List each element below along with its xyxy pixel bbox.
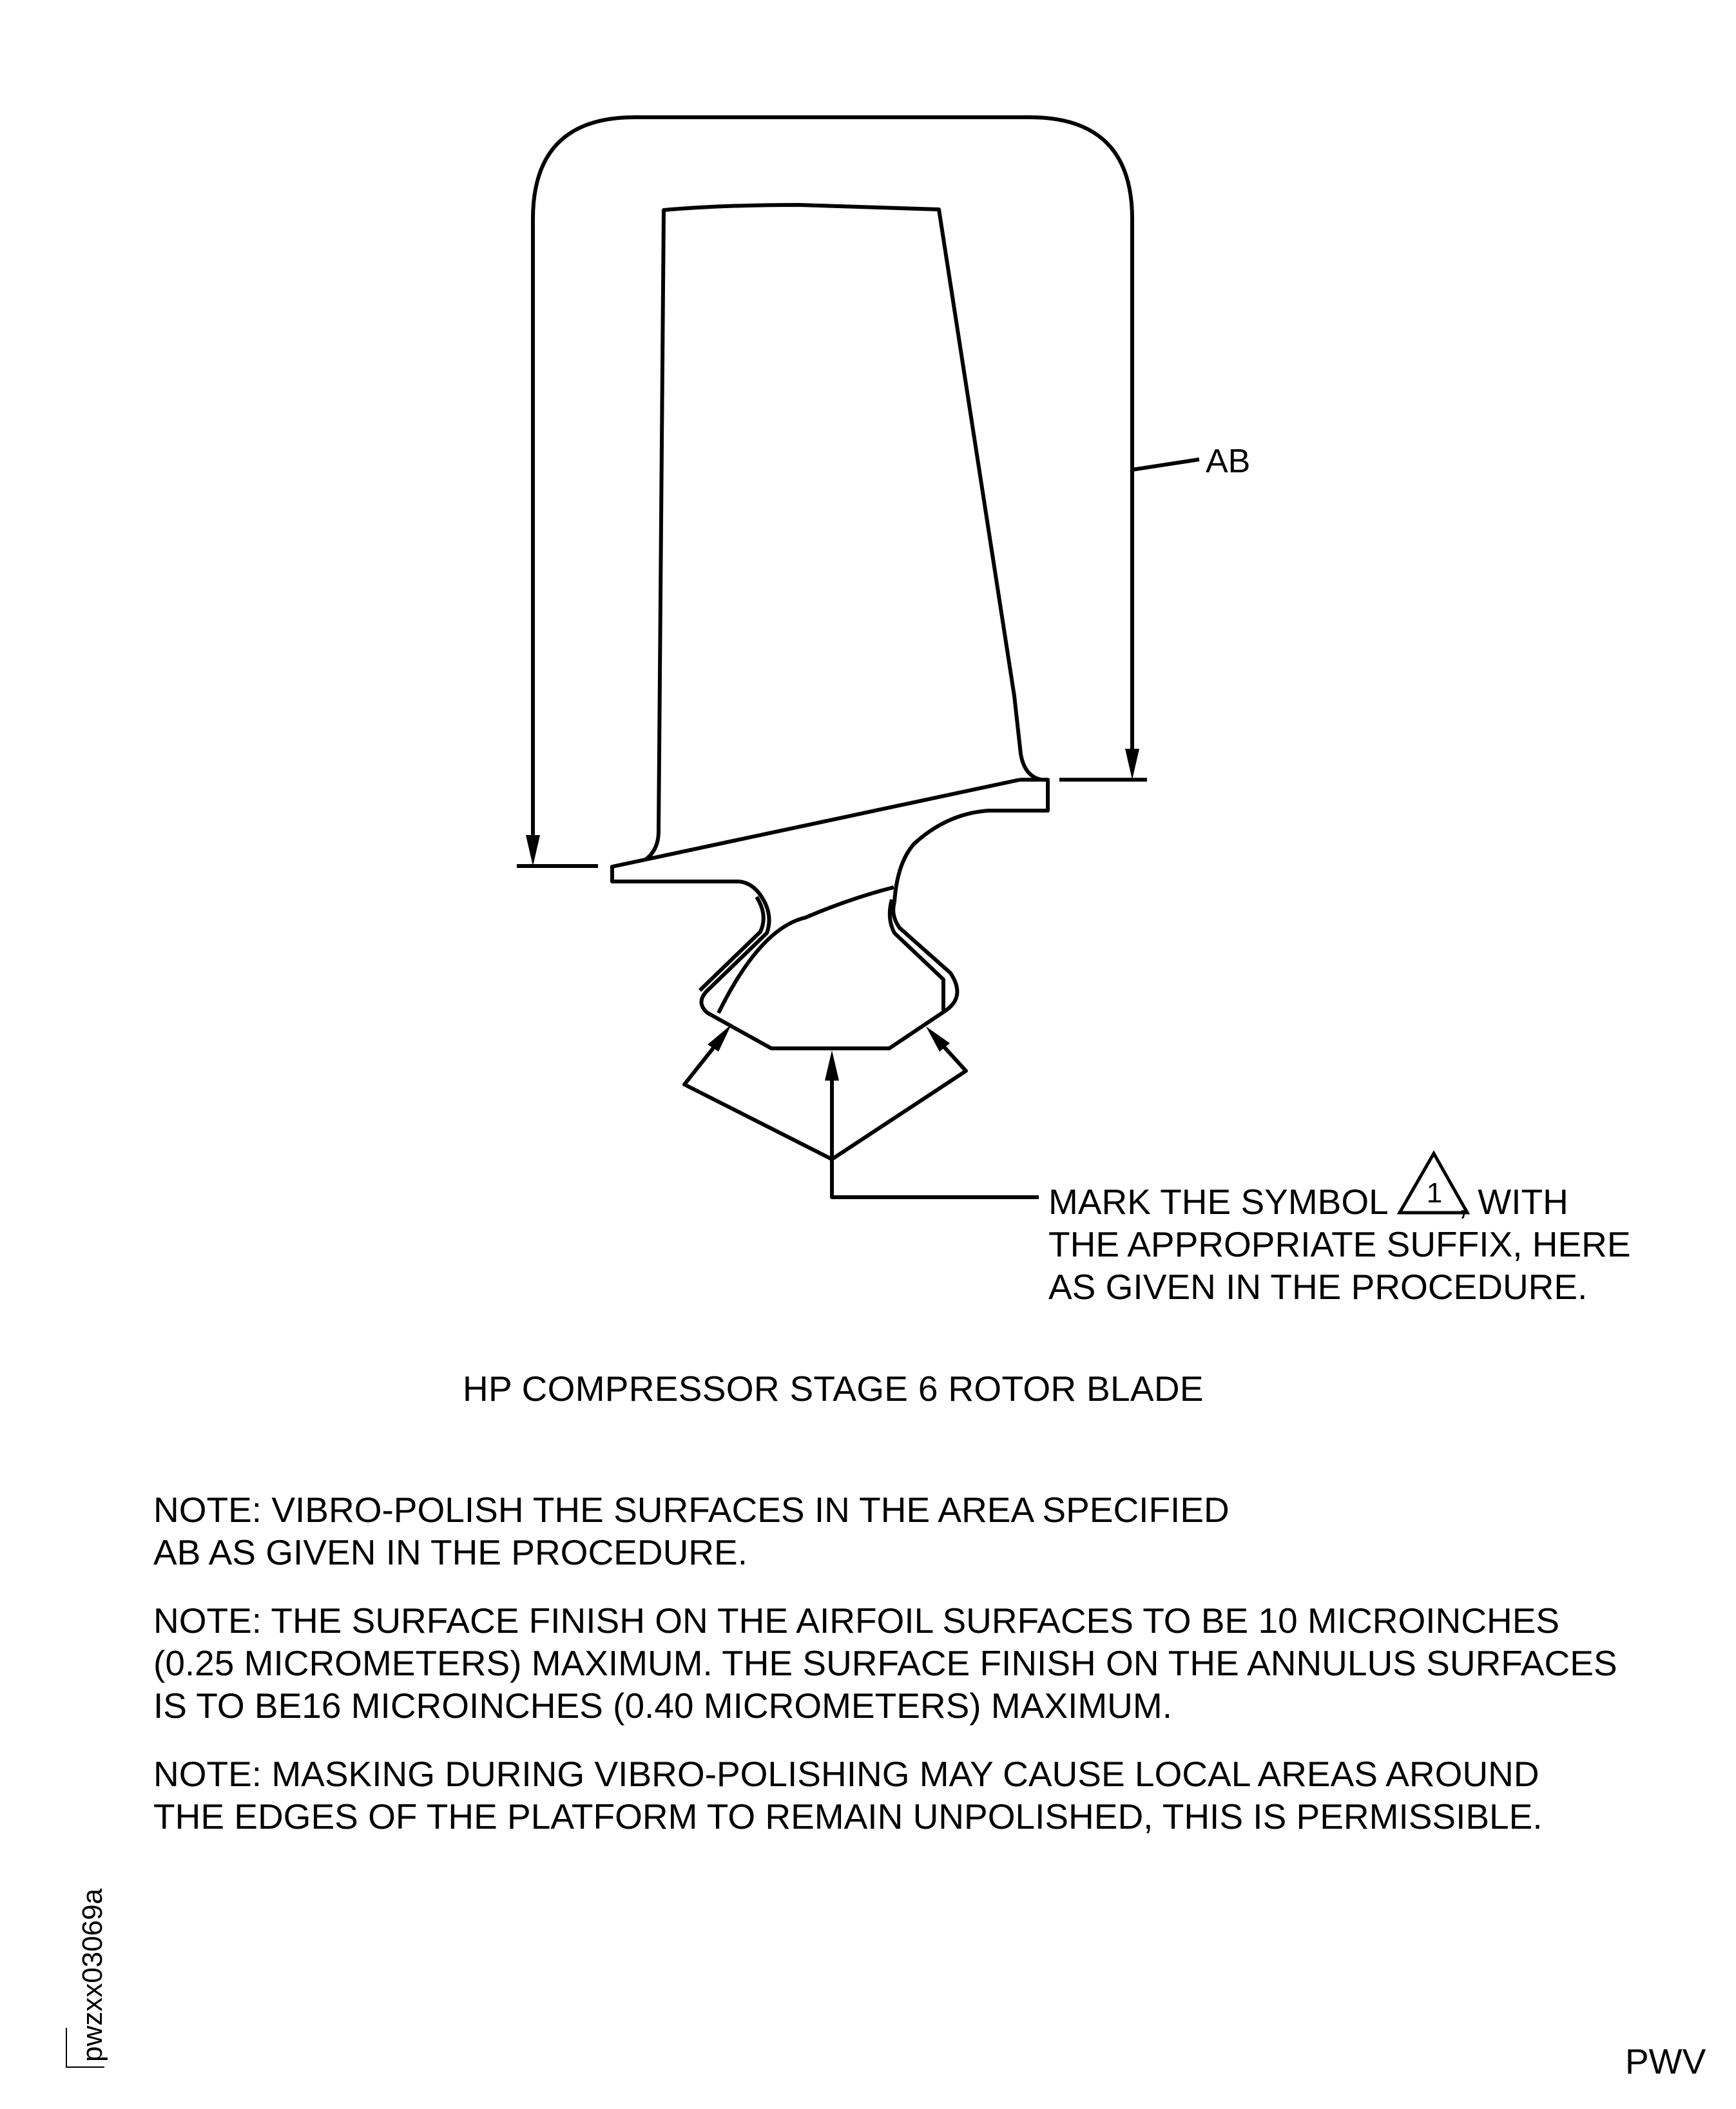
note-2 <box>153 1599 1617 1727</box>
callout-text <box>1048 1180 1631 1308</box>
publisher-code: PWV <box>1625 2041 1706 2081</box>
triangle-symbol-number: 1 <box>1426 1177 1443 1209</box>
callout-line-1-before: MARK THE SYMBOL <box>1048 1182 1389 1222</box>
callout-leader-right <box>832 1035 966 1159</box>
note-3 <box>153 1753 1617 1838</box>
callout-line-1-after: , WITH <box>1458 1182 1568 1222</box>
note-1-line-1: NOTE: VIBRO-POLISH THE SURFACES IN THE AREA SPECIFIED <box>153 1490 1230 1530</box>
root-inner-right <box>890 900 943 1010</box>
platform-outline <box>894 780 1048 902</box>
note-1 <box>153 1488 1617 1574</box>
figure-title: HP COMPRESSOR STAGE 6 ROTOR BLADE <box>463 1369 1204 1409</box>
callout-line-2: THE APPROPRIATE SUFFIX, HERE <box>1048 1224 1631 1264</box>
note-2-line-1: NOTE: THE SURFACE FINISH ON THE AIRFOIL SURFACES TO BE 10 MICROINCHES <box>153 1601 1560 1641</box>
callout-leader-left <box>684 1034 832 1159</box>
airfoil-outline <box>646 205 1041 859</box>
figure-id: pwzxx03069a <box>77 1888 108 2062</box>
arrowhead-root-left <box>708 1025 731 1052</box>
symbol-placeholder <box>1389 1213 1458 1214</box>
root-inner-curve <box>719 887 894 1013</box>
dimension-envelope-ab <box>533 117 1132 851</box>
note-2-line-3: IS TO BE16 MICROINCHES (0.40 MICROMETERS) MAXIMUM. <box>153 1686 1172 1726</box>
note-3-line-2: THE EDGES OF THE PLATFORM TO REMAIN UNPOLISHED, THIS IS PERMISSIBLE. <box>153 1796 1543 1836</box>
callout-line-1 <box>1048 1180 1631 1223</box>
callout-leader-main <box>832 1060 1039 1197</box>
arrowhead-left-dimension <box>526 835 540 866</box>
note-1-line-2: AB AS GIVEN IN THE PROCEDURE. <box>153 1532 747 1572</box>
note-2-line-2: (0.25 MICROMETERS) MAXIMUM. THE SURFACE FINISH ON THE ANNULUS SURFACES <box>153 1643 1617 1683</box>
dimension-label-ab: AB <box>1206 443 1251 480</box>
notes-section <box>153 1488 1617 1863</box>
callout-line-3: AS GIVEN IN THE PROCEDURE. <box>1048 1267 1588 1307</box>
arrowhead-right-dimension <box>1125 749 1139 780</box>
ab-leader-line <box>1132 459 1199 470</box>
note-3-line-1: NOTE: MASKING DURING VIBRO-POLISHING MAY CAUSE LOCAL AREAS AROUND <box>153 1754 1539 1794</box>
platform-top-surface <box>612 780 1020 881</box>
arrowhead-root-center <box>825 1050 839 1081</box>
